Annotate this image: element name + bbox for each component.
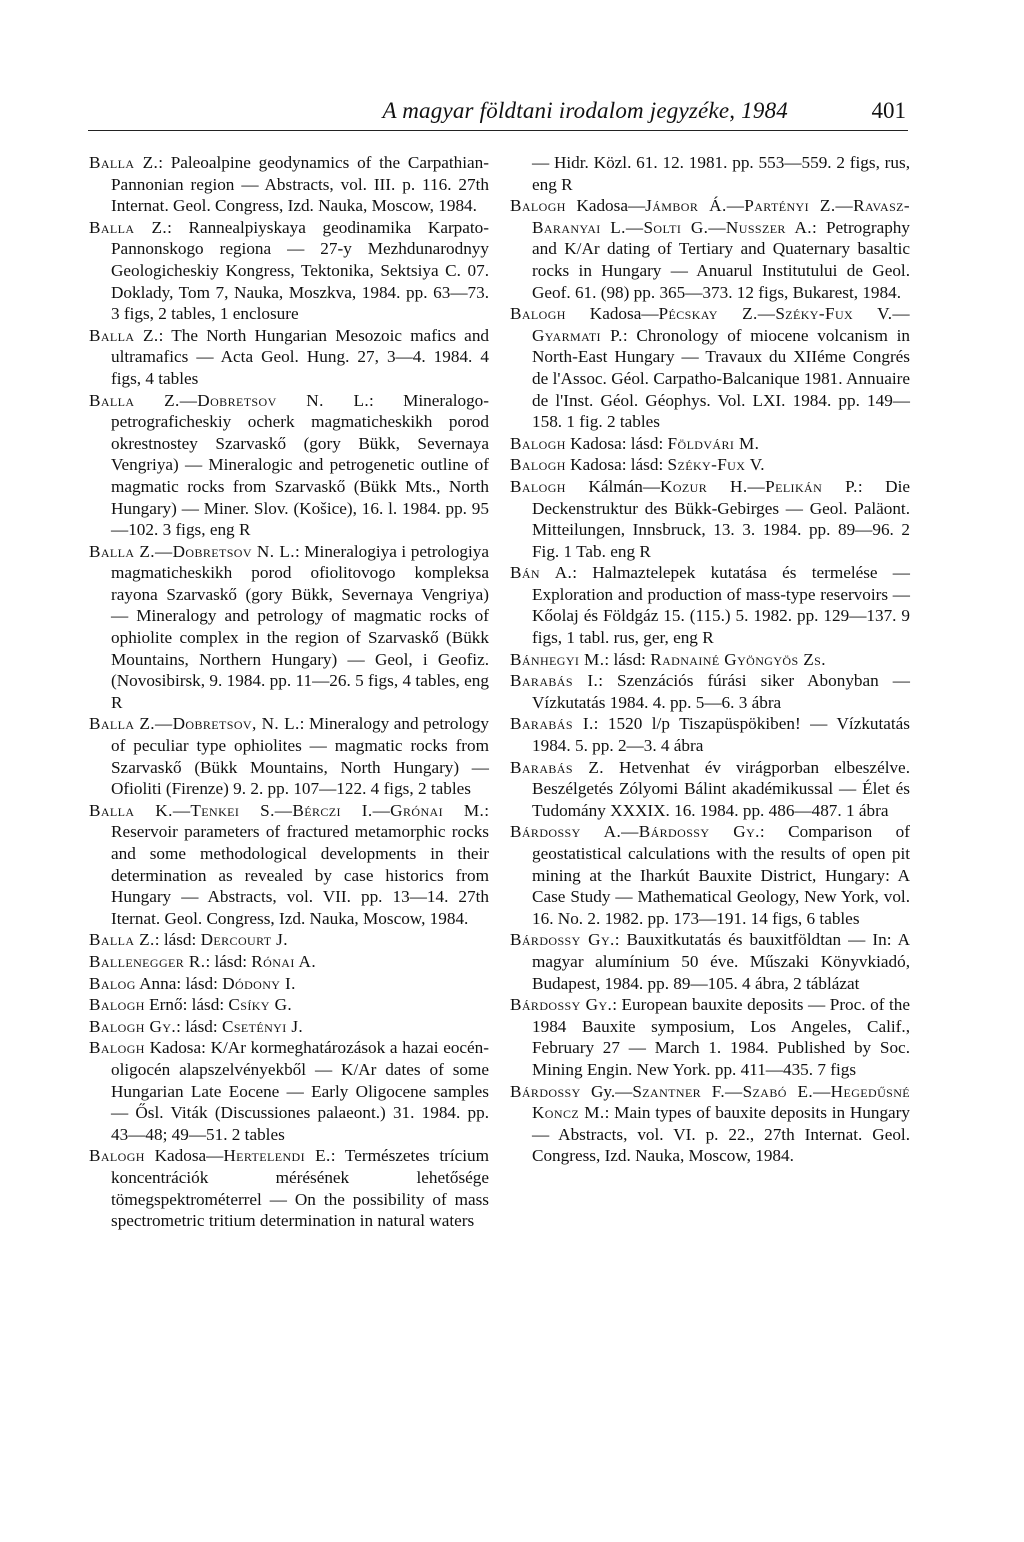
bib-entry [89, 800, 489, 930]
bib-entry [89, 217, 489, 325]
entry-text: : lásd: [176, 1016, 222, 1036]
bib-entry [510, 757, 910, 822]
bib-entry [89, 325, 489, 390]
author: Ballenegger R. [89, 951, 206, 971]
author: Barabás I. [510, 671, 599, 691]
cross-reference: Dercourt J. [200, 930, 288, 950]
bib-entry [510, 994, 910, 1080]
entry-text: Gy.— [580, 1081, 633, 1101]
entry-text: Kadosa— [565, 196, 646, 216]
entry-text: Kadosa: K/Ar kormeghatározások a hazai eocén-oligocén alapszelvényekből — K/Ar dates of some Hungarian Late Eocene — Early Oligocene samples — Ősl. Viták (Discussiones palaeont.) 31. 1984. pp. 43—48; 49—51. 2 tables [111, 1038, 489, 1144]
bib-entry [510, 476, 910, 562]
cross-reference: Rónai A. [251, 951, 317, 971]
entry-text: : 1520 l/p Tiszapüspökiben! — Vízkutatás 1984. 5. pp. 2—3. 4 ábra [532, 714, 911, 756]
coauthors: Pécskay Z.—Széky-Fux V.—Gyarmati P. [532, 304, 910, 345]
entry-text: : lásd: [154, 930, 201, 950]
cross-reference: Csíky G. [228, 995, 293, 1015]
entry-text: Kálmán— [565, 476, 661, 496]
bib-entry [89, 994, 489, 1016]
author: Bárdossy A.—Bárdossy Gy. [510, 822, 760, 842]
bib-entry [510, 713, 910, 756]
entry-text: Kadosa— [144, 1146, 224, 1166]
author: Bárdossy Gy. [510, 930, 615, 950]
cross-reference: Csetényi J. [221, 1016, 304, 1036]
author: Balla Z.—Dobretsov, N. L. [89, 714, 300, 734]
cross-reference: Földvári M. [667, 433, 760, 453]
bib-entry [89, 973, 489, 995]
author: Balogh [510, 304, 566, 324]
bib-entry [89, 929, 489, 951]
author: Balogh [89, 1146, 145, 1166]
entry-text: : lásd: [205, 951, 252, 971]
author: Balogh [89, 1038, 145, 1058]
author: Bánhegyi M. [510, 649, 605, 669]
left-column [89, 152, 489, 1232]
author: Balla Z. [89, 217, 168, 237]
bib-entry [510, 670, 910, 713]
author: Balogh [510, 433, 566, 453]
author: Balla K.—Tenkei S.—Bérczi I.—Grónai M. [89, 800, 485, 820]
bib-entry [510, 562, 910, 648]
author: Balogh Gy. [89, 1016, 177, 1036]
entry-text: : Rannealpiyskaya geodinamika Karpato-Pannonskogo regiona — 27-y Mezhdunarodnyy Geologicheskiy Kongress, Tektonika, Sektsiya C. 07. Doklady, Tom 7, Nauka, Moszkva, 1984. pp. 63—73. 3 figs, 2 tables, 1 enclosure [111, 217, 489, 324]
cross-reference: Dódony I. [222, 973, 296, 993]
bib-entry [510, 195, 910, 303]
entry-text: : Szenzációs fúrási siker Abonyban — Vízkutatás 1984. 4. pp. 5—6. 3 ábra [532, 671, 910, 712]
author: Balla Z. [89, 325, 159, 345]
entry-text: Hetvenhat év virágporban elbeszélve. Beszélgetés Zólyomi Bálint akadémikussal — Élet és Tudomány XXXIX. 16. 1984. pp. 486—487. 1 ábra [532, 757, 910, 820]
entry-text: Kadosa: lásd: [565, 455, 668, 475]
entry-text: : Természetes trícium koncentrációk mérésének lehetősége tömegspektrométerrel — On the possibility of mass spectrometric tritium determination in natural waters [111, 1146, 489, 1231]
entry-text: Kadosa: lásd: [565, 433, 668, 453]
author: Barabás I. [510, 714, 594, 734]
bib-entry [510, 454, 910, 476]
entry-text: : Mineralogy and petrology of peculiar type ophiolites — magmatic rocks from Szarvaskő (Bükk Mountains, North Hungary) — Ofioliti (Firenze) 9. 2. pp. 107—122. 4 figs, 2 tables [111, 714, 489, 799]
bib-entry [89, 152, 489, 217]
bib-entry [510, 929, 910, 994]
entry-text: Ernő: lásd: [144, 995, 229, 1015]
author: Balla Z.—Dobretsov N. L. [89, 541, 295, 561]
bib-entry [89, 951, 489, 973]
entry-text: : Reservoir parameters of fractured metamorphic rocks and some methodological developments in their determination as revealed by case historics from Hungary — Abstracts, vol. VII. pp. 13—14. 27th Iternat. Geol. Congress, Izd. Nauka, Moscow, 1984. [111, 800, 489, 928]
bib-entry [510, 649, 910, 671]
entry-text: : Main types of bauxite deposits in Hungary — Abstracts, vol. VI. p. 22., 27th Internat. Geol. Congress, Izd. Nauka, Moscow, 1984. [532, 1103, 911, 1166]
author: Balogh [510, 476, 566, 496]
bib-entry [510, 303, 910, 433]
entry-text: : Comparison of geostatistical calculations with the results of open pit mining at the Iharkút Bauxite District, Hungary: A Case Study — Mathematical Geology, New York, vol. 16. No. 2. 1982. pp. 173—191. 14 figs, 6 tables [532, 822, 910, 928]
author: Balogh [510, 455, 566, 475]
cross-reference: Radnainé Gyöngyös Zs. [650, 649, 826, 669]
bib-entry [89, 1016, 489, 1038]
entry-text: : European bauxite deposits — Proc. of the 1984 Bauxite symposium, Los Angeles, Calif., February 27 — March 1. 1984. Published by Soc. Mining Engin. New York. pp. 411—435. 7 figs [532, 995, 910, 1079]
entry-text: Kadosa— [565, 304, 659, 324]
author: Balog [89, 973, 136, 993]
bib-entry [510, 433, 910, 455]
entry-text: : The North Hungarian Mesozoic mafics and ultramafics — Acta Geol. Hung. 27, 3—4. 1984. 4 figs, 4 tables [111, 325, 490, 388]
entry-text: : Paleoalpine geodynamics of the Carpathian-Pannonian region — Abstracts, vol. III. p. 116. 27th Internat. Geol. Congress, Izd. Nauka, Moscow, 1984. [111, 153, 490, 216]
author: Balogh [510, 196, 566, 216]
entry-text: : Mineralogo-petrograficheskiy ocherk magmaticheskikh porod okrestnostey Szarvaskő (gory Bükk, Severnaya Vengriya) — Mineralogic and petrogenetic outline of magmatic rocks from Szarvaskő (Bükk Mts., North Hungary) — Miner. Slov. (Košice), 16. l. 1984. pp. 95—102. 3 figs, eng R [111, 390, 489, 540]
running-header [88, 90, 908, 131]
coauthors: Hertelendi E. [223, 1146, 331, 1166]
entry-text: : Mineralogiya i petrologiya magmaticheskikh porod ofiolitovogo kompleksa rayona Szarvaskő (gory Bükk, Severnaya Vengriya) — Mineralogy and petrology of magmatic rocks of ophiolite complex in the region of Szarvaskő (Bükk Mountains, Northern Hungary) — Geol, i Geofiz. (Novosibirsk, 9. 1984. pp. 11—26. 5 figs, 4 tables, eng R [111, 541, 489, 712]
bib-entry [89, 1145, 489, 1231]
bib-entry [510, 1081, 910, 1167]
bib-entry [89, 541, 489, 714]
coauthors: Jámbor Á.—Partényi Z.—Ravasz-Baranyai L.—Solti G.—Nusszer A. [532, 196, 910, 237]
author: Bán A. [510, 563, 573, 583]
entry-text: : Die Deckenstruktur des Bükk-Gebirges — Geol. Paläont. Mitteilungen, Innsbruck, 13. 3. 1984. pp. 89—96. 2 Fig. 1 Tab. eng R [532, 476, 910, 561]
author: Barabás Z. [510, 757, 604, 777]
author: Balla Z. [89, 153, 159, 172]
author: Balla Z. [89, 930, 155, 950]
right-column [510, 152, 910, 1167]
coauthors: Szantner F.—Szabó E.—Hegedűsné Koncz M. [532, 1081, 911, 1123]
author: Balla Z.—Dobretsov N. L. [89, 390, 370, 410]
author: Bárdossy Gy. [510, 995, 613, 1015]
entry-text: : Halmaztelepek kutatása és termelése — Exploration and production of mass-type reservoirs — Kőolaj és Földgáz 15. (115.) 5. 1982. pp. 129—137. 9 figs, 1 tabl. rus, ger, eng R [532, 563, 910, 648]
cross-reference: Széky-Fux V. [667, 455, 765, 475]
bib-entry [89, 1037, 489, 1145]
bib-entry [89, 390, 489, 541]
author: Bárdossy [510, 1081, 581, 1101]
bib-entry [89, 713, 489, 799]
running-title: A magyar földtani irodalom jegyzéke, 1984 [382, 98, 788, 123]
page-number: 401 [871, 98, 906, 123]
bib-entry [510, 821, 910, 929]
entry-text: : Chronology of miocene volcanism in North-East Hungary — Travaux du XIIéme Congrés de l'Assoc. Géol. Carpatho-Balcanique 1981. Annuaire de l'Inst. Géol. Géophys. Vol. LXI. 1984. pp. 149—158. 1 fig. 2 tables [532, 325, 910, 432]
entry-text: : lásd: [604, 649, 651, 669]
coauthors: Kozur H.—Pelikán P. [660, 476, 858, 496]
entry-text: Anna: lásd: [135, 973, 223, 993]
author: Balogh [89, 995, 145, 1015]
entry-text: : Bauxitkutatás és bauxitföldtan — In: A magyar alumínium 50 éve. Műszaki Könyvkiadó, Budapest, 1984. pp. 89—105. 4 ábra, 2 táblázat [532, 930, 911, 993]
entry-continuation: — Hidr. Közl. 61. 12. 1981. pp. 553—559. 2 figs, rus, eng R [532, 153, 910, 194]
entry-text: : Petrography and K/Ar dating of Tertiary and Quaternary basaltic rocks in Hungary — Anuarul Institutului de Geol. Geof. 61. (98) pp. 365—373. 12 figs, Bukarest, 1984. [532, 217, 910, 302]
